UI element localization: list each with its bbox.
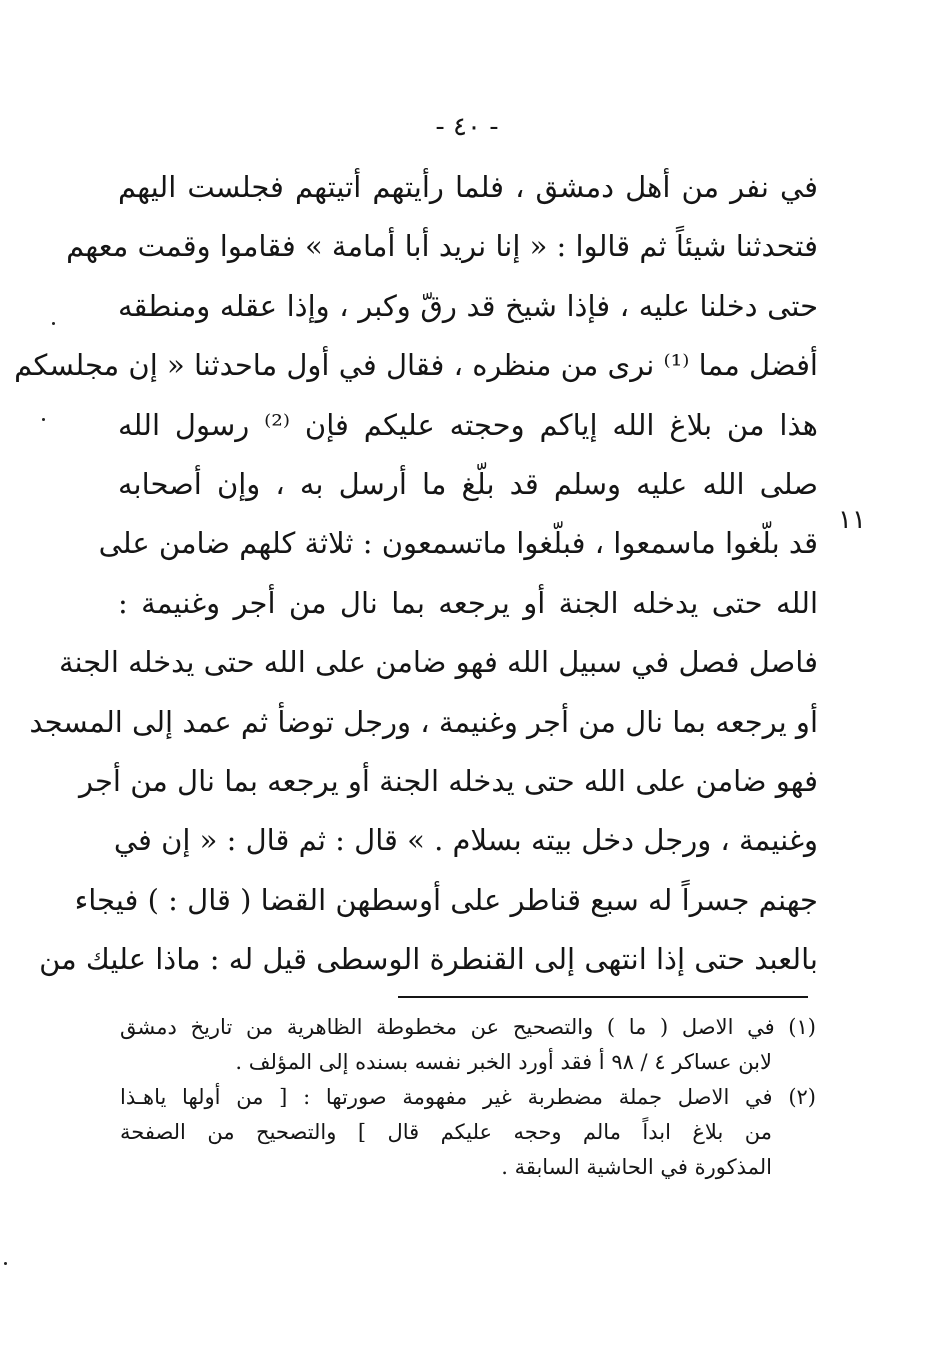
text-line: فتحدثنا شيئاً ثم قالوا : « إنا نريد أبا أمامة » فقاموا وقمت معهم [66,229,818,264]
footnote-1-continuation: لابن عساكر ٤ / ٩٨ أ فقد أورد الخبر نفسه بسنده إلى المؤلف . [235,1050,772,1074]
footnote-2: (٢) في الاصل جملة مضطربة غير مفهومة صورتها : [ من أولها ياهـذا [120,1085,816,1109]
text-line: أو يرجعه بما نال من أجر وغنيمة ، ورجل توضأ ثم عمد إلى المسجد [29,704,818,739]
text-line: حتى دخلنا عليه ، فإذا شيخ قد رقّ وكبر ، وإذا عقله ومنطقه [118,288,818,323]
footnote-2-continuation: من بلاغ ابداً مالم وحجه عليكم قال ] والتصحيح من الصفحة [120,1120,772,1144]
footnote-divider [398,996,808,998]
text-line: جهنم جسراً له سبع قناطر على أوسطهن القضا ( قال : ) فيجاء [74,882,818,917]
text-line: الله حتى يدخله الجنة أو يرجعه بما نال من أجر وغنيمة : [118,585,818,620]
footnote-1: (١) في الاصل ( ما ) والتصحيح عن مخطوطة الظاهرية من تاريخ دمشق [120,1015,816,1039]
footnotes [120,1010,816,1185]
text-line: قد بلّغوا ماسمعوا ، فبلّغوا ماتسمعون : ثلاثة كلهم ضامن على [98,526,818,561]
text-line: هذا من بلاغ الله إياكم وحجته عليكم فإن ⁽²⁾ رسول الله [118,407,818,442]
text-line: وغنيمة ، ورجل دخل بيته بسلام . » قال : ثم قال : « إن في [113,823,818,858]
text-line: فاصل فصل في سبيل الله فهو ضامن على الله حتى يدخله الجنة [58,645,818,680]
main-text [14,158,818,989]
scan-speck [42,418,45,421]
text-line: فهو ضامن على الله حتى يدخله الجنة أو يرجعه بما نال من أجر [79,763,818,798]
text-line: صلى الله عليه وسلم قد بلّغ ما أرسل به ، وإن أصحابه [118,466,818,501]
page-number: - ٤٠ - [435,112,499,142]
footnote-2-continuation: المذكورة في الحاشية السابقة . [501,1155,772,1179]
text-line: بالعبد حتى إذا انتهى إلى القنطرة الوسطى قيل له : ماذا عليك من [39,942,818,977]
scan-speck [52,322,55,325]
text-line: أفضل مما ⁽¹⁾ نرى من منظره ، فقال في أول ماحدثنا « إن مجلسكم [14,348,818,383]
scan-speck [4,1262,7,1265]
margin-line-number: ١١ [838,505,866,535]
text-line: في نفر من أهل دمشق ، فلما رأيتهم أتيتهم فجلست اليهم [118,170,818,204]
